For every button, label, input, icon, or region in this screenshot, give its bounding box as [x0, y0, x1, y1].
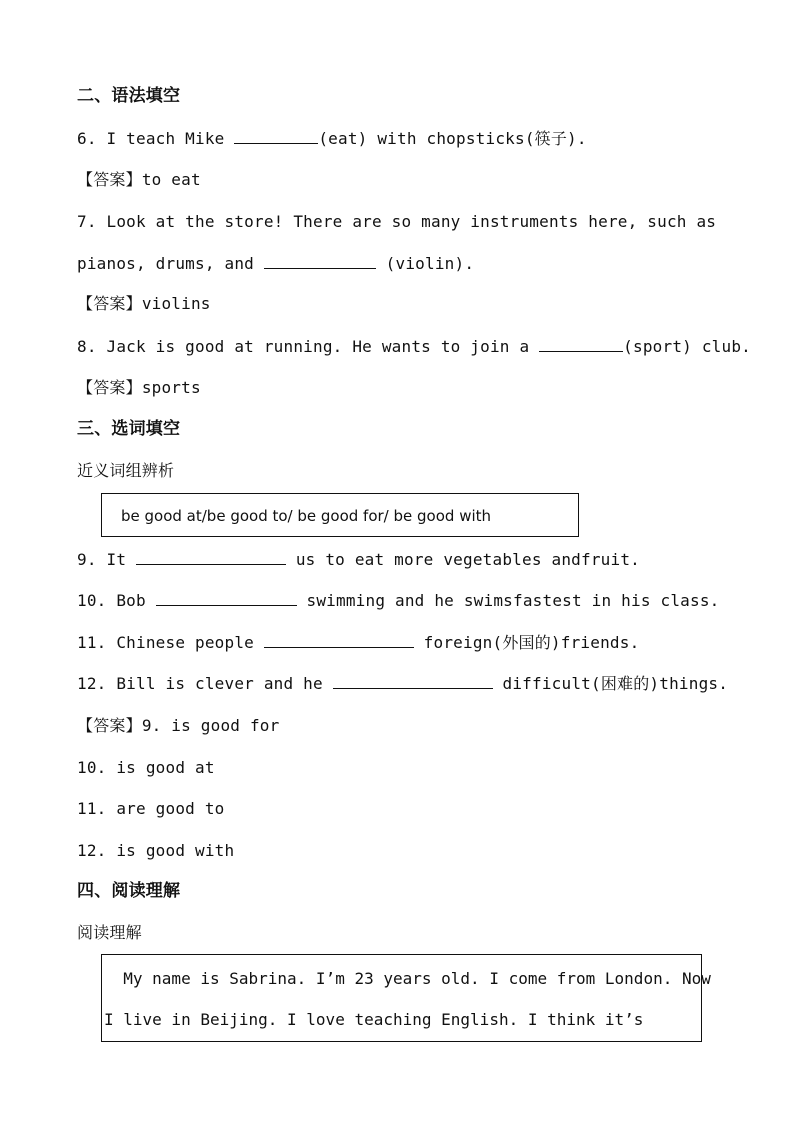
- question-6: [77, 129, 587, 149]
- answer-blank: [539, 337, 623, 352]
- answer-8: [77, 378, 201, 398]
- answer-12: 12. is good with: [77, 841, 235, 860]
- answer-tag: 【答案】: [77, 716, 142, 735]
- question-8-text-after: (sport) club.: [623, 337, 751, 356]
- section-heading-grammar: 二、语法填空: [77, 86, 181, 106]
- phrase-subtitle: 近义词组辨析: [77, 461, 175, 480]
- question-12-text-before: 12. Bill is clever and he: [77, 674, 333, 693]
- answer-9: [77, 716, 279, 736]
- answer-tag: 【答案】: [77, 170, 142, 189]
- question-6-text-after: (eat) with chopsticks(筷子).: [318, 129, 587, 148]
- question-7-text-before: pianos, drums, and: [77, 254, 264, 273]
- phrase-box: [101, 493, 579, 537]
- answer-7: [77, 294, 211, 314]
- question-10: [77, 591, 719, 611]
- phrase-box-text: be good at/be good to/ be good for/ be good with: [121, 507, 492, 525]
- question-9-text-before: 9. It: [77, 550, 136, 569]
- question-7-line-1: 7. Look at the store! There are so many instruments here, such as: [77, 212, 717, 231]
- answer-7-text: violins: [141, 294, 211, 313]
- question-6-text-before: 6. I teach Mike: [77, 129, 235, 148]
- answer-blank: [264, 254, 376, 269]
- answer-blank: [264, 633, 414, 648]
- question-10-text-before: 10. Bob: [77, 591, 156, 610]
- reading-passage-box: [101, 954, 711, 1042]
- question-12-text-after: difficult(困难的)things.: [492, 674, 729, 693]
- question-10-text-after: swimming and he swimsfastest in his class.: [296, 591, 720, 610]
- question-7-text-after: (violin).: [375, 254, 475, 273]
- answer-6: [77, 170, 201, 190]
- reading-passage-line-1: My name is Sabrina. I’m 23 years old. I come from London. Now: [104, 969, 711, 988]
- answer-tag: 【答案】: [77, 294, 142, 313]
- section-heading-reading: 四、阅读理解: [77, 881, 181, 901]
- reading-subtitle: 阅读理解: [77, 923, 142, 942]
- section-heading-choose-words: 三、选词填空: [77, 419, 181, 439]
- question-8: [77, 337, 751, 357]
- question-11-text-after: foreign(外国的)friends.: [413, 633, 640, 652]
- question-9: [77, 550, 640, 570]
- answer-8-text: sports: [141, 378, 201, 397]
- answer-blank: [234, 129, 318, 144]
- answer-6-text: to eat: [141, 170, 201, 189]
- question-8-text-before: 8. Jack is good at running. He wants to join a: [77, 337, 540, 356]
- answer-blank: [156, 591, 297, 606]
- reading-passage-line-2: I live in Beijing. I love teaching English. I think it’s: [104, 1010, 644, 1029]
- answer-9-text: 9. is good for: [141, 716, 280, 735]
- question-11-text-before: 11. Chinese people: [77, 633, 264, 652]
- answer-10: 10. is good at: [77, 758, 215, 777]
- question-7-line-2: [77, 254, 474, 274]
- answer-blank: [333, 674, 493, 689]
- question-11: [77, 633, 639, 653]
- question-12: [77, 674, 728, 694]
- question-9-text-after: us to eat more vegetables andfruit.: [286, 550, 640, 569]
- answer-blank: [136, 550, 286, 565]
- answer-11: 11. are good to: [77, 799, 225, 818]
- answer-tag: 【答案】: [77, 378, 142, 397]
